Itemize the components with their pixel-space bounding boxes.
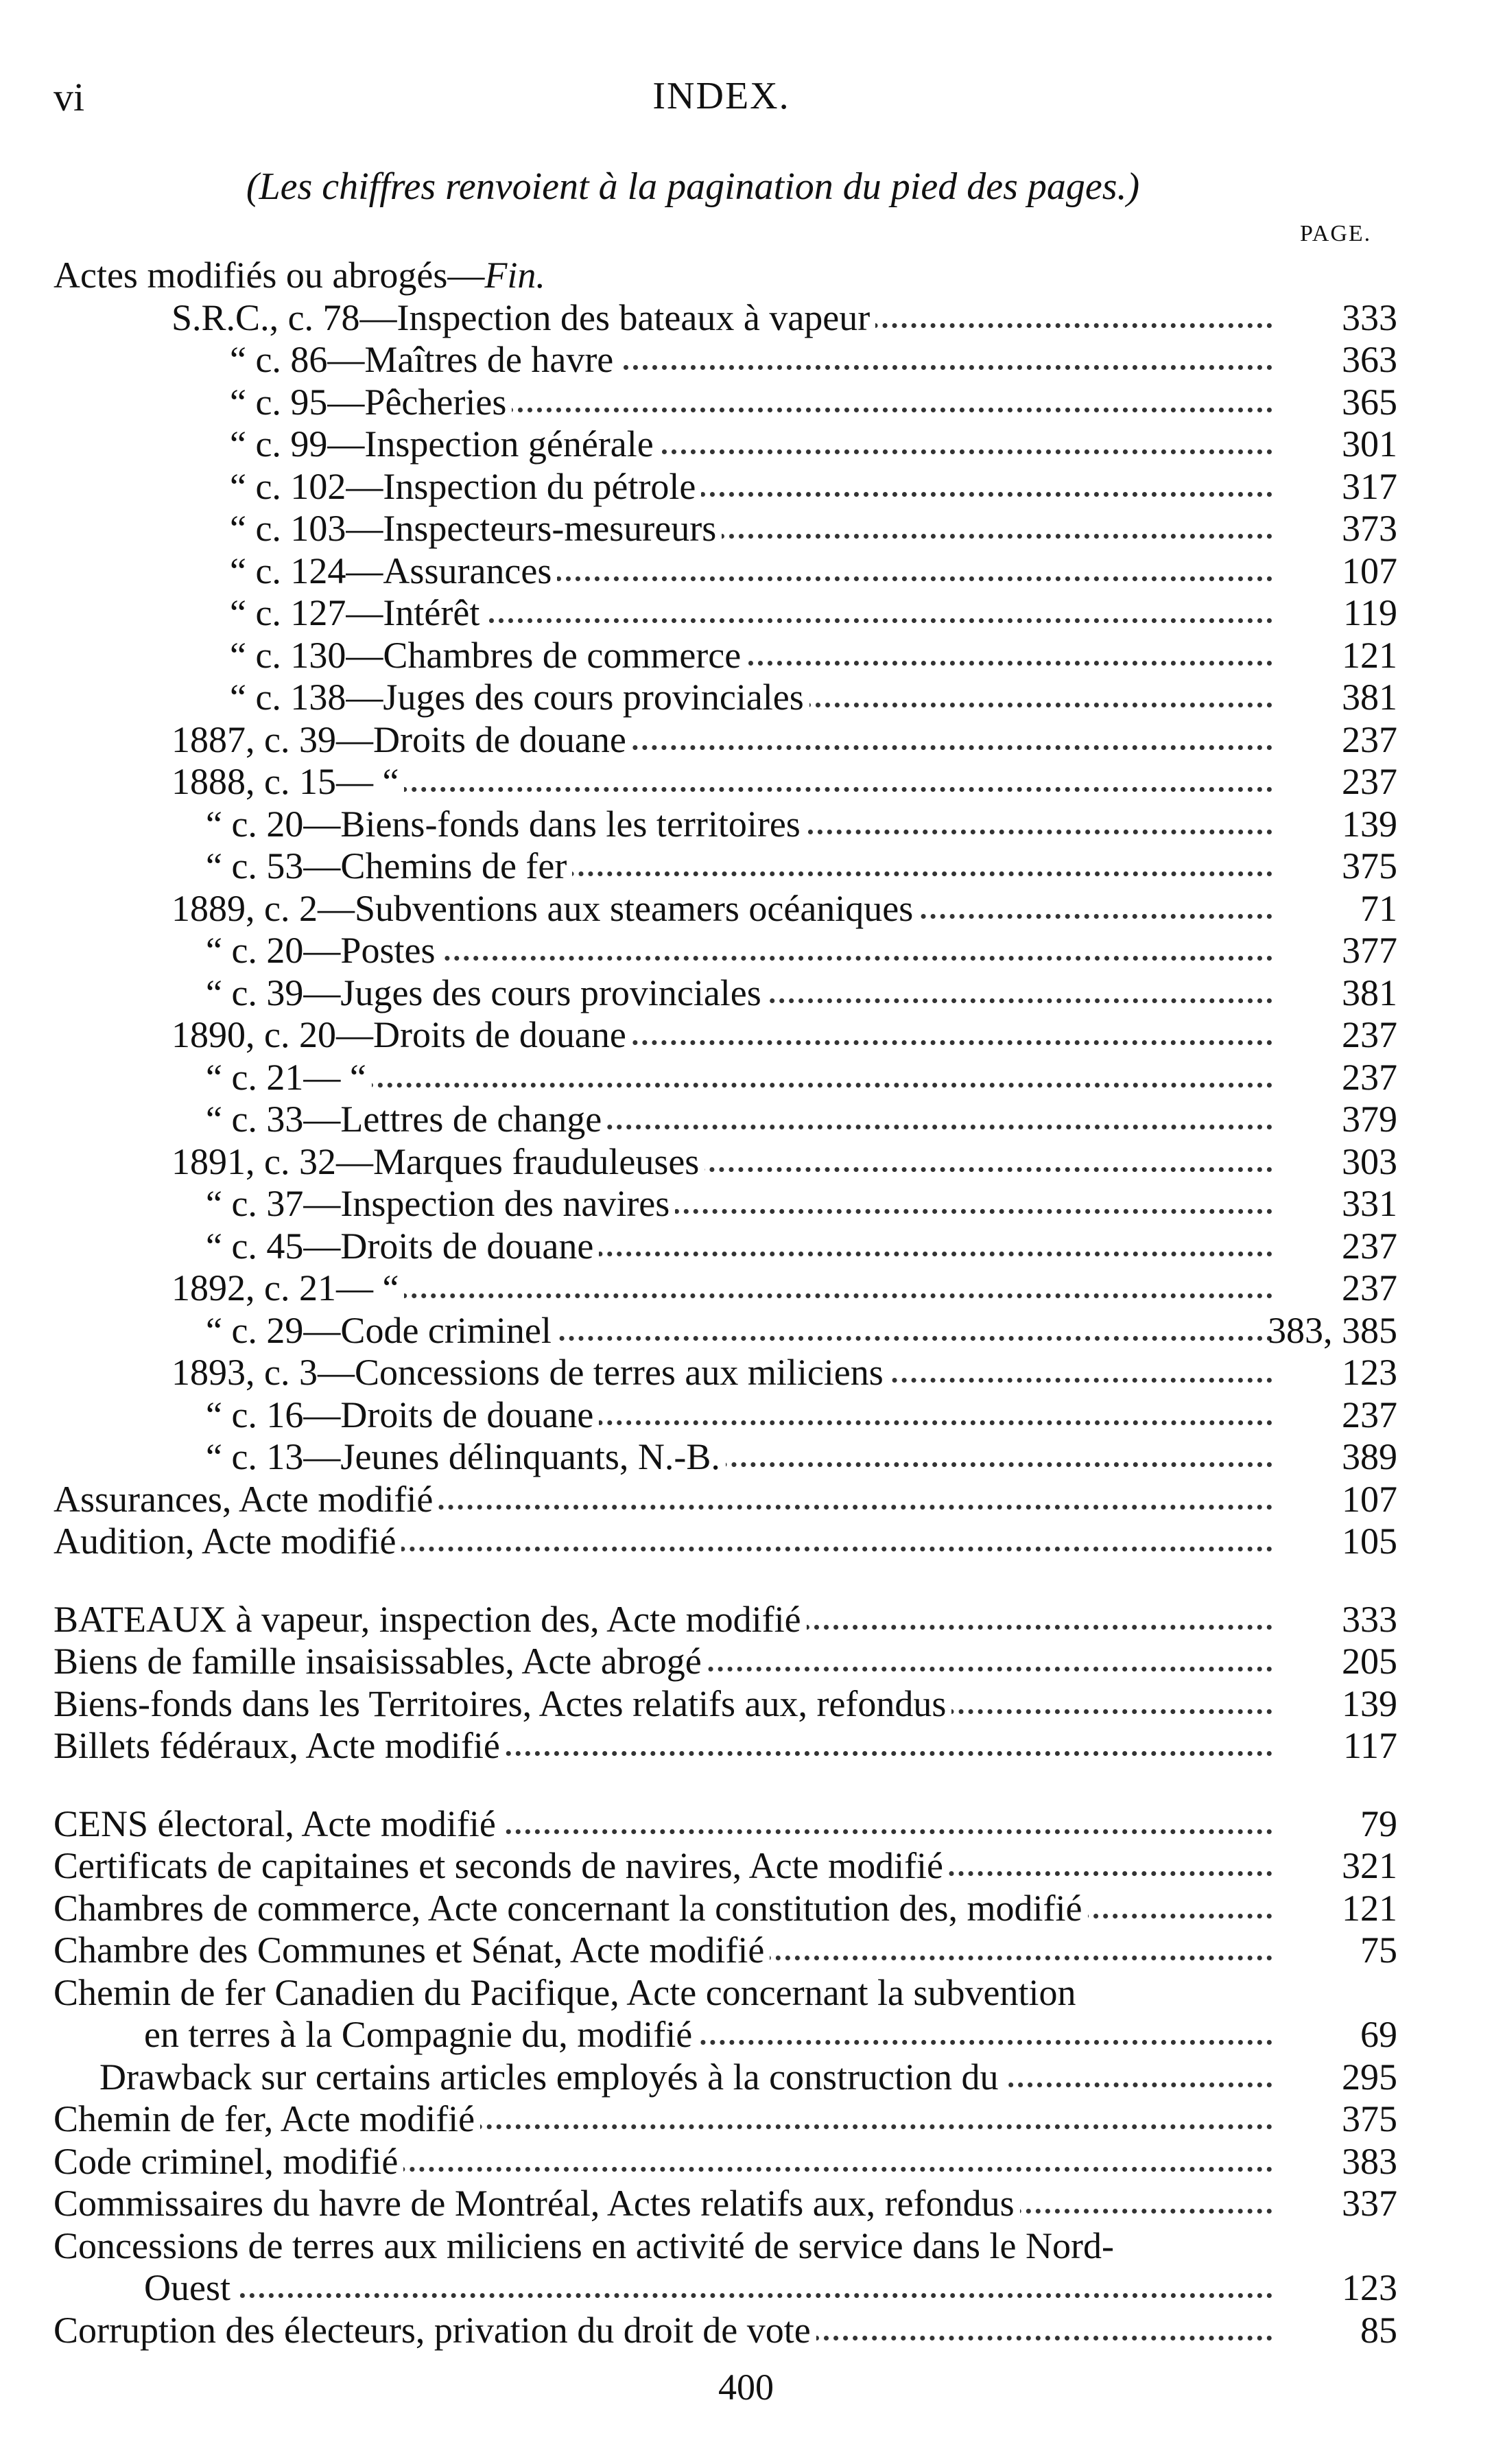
- entry-text: [206, 1182, 1272, 1225]
- entry-text: [230, 381, 1272, 423]
- entry-label: CENS électoral, Acte modifié: [54, 1803, 501, 1844]
- entry-page-number: 237: [1342, 1014, 1397, 1055]
- entry-label: “ c. 53—Chemins de fer: [206, 845, 572, 887]
- entry-page-number: 205: [1342, 1641, 1397, 1682]
- entry-text: [54, 1887, 1272, 1929]
- entry-label: S.R.C., c. 78—Inspection des bateaux à vapeur: [171, 297, 875, 338]
- entry-label: Concessions de terres aux miliciens en activité de service dans le Nord-: [54, 2225, 1120, 2266]
- entry-label: “ c. 21— “: [206, 1057, 372, 1098]
- index-entry: [0, 803, 1492, 845]
- entry-text: [144, 2266, 1272, 2309]
- entry-text: [171, 760, 1272, 803]
- entry-text: [171, 1013, 1272, 1056]
- index-entry: [0, 1056, 1492, 1099]
- entry-page-number: 379: [1342, 1099, 1397, 1140]
- index-entry: [0, 550, 1492, 592]
- entry-page-number: 331: [1342, 1183, 1397, 1224]
- index-entry: [0, 2140, 1492, 2183]
- index-entry: [0, 381, 1492, 423]
- index-entry: [0, 1724, 1492, 1767]
- index-entry: [0, 1478, 1492, 1521]
- entry-label: “ c. 20—Biens-fonds dans les territoires: [206, 803, 806, 845]
- index-entry: [0, 1844, 1492, 1887]
- roman-page-number: vi: [54, 75, 85, 119]
- entry-page-number: 107: [1342, 550, 1397, 591]
- entry-page-number: 301: [1342, 423, 1397, 465]
- entry-label: “ c. 37—Inspection des navires: [206, 1183, 675, 1224]
- entry-text: [54, 1478, 1272, 1521]
- entry-text: [230, 550, 1272, 592]
- entry-label: Chambre des Communes et Sénat, Acte modifié: [54, 1929, 770, 1971]
- entry-text: [230, 591, 1272, 634]
- entry-page-number: 107: [1342, 1479, 1397, 1520]
- entry-label: Actes modifiés ou abrogés—Fin.: [54, 255, 551, 296]
- entry-page-number: 117: [1343, 1725, 1397, 1766]
- entry-text: [206, 1435, 1272, 1478]
- index-entry: [0, 929, 1492, 972]
- entry-text: [171, 887, 1272, 930]
- index-entry: [0, 845, 1492, 887]
- entry-text: [171, 1140, 1272, 1183]
- entry-text: [206, 929, 1272, 972]
- entry-text: [230, 634, 1272, 677]
- entry-label: Audition, Acte modifié: [54, 1521, 401, 1562]
- entry-page-number: 119: [1343, 592, 1397, 633]
- entry-page-number: 79: [1360, 1803, 1397, 1844]
- entry-page-number: 237: [1342, 719, 1397, 760]
- index-entry: [0, 887, 1492, 930]
- entry-text: [230, 338, 1272, 381]
- entry-text: [206, 972, 1272, 1014]
- entry-page-number: 375: [1342, 2098, 1397, 2139]
- index-entry: [0, 1225, 1492, 1267]
- entry-page-number: 71: [1360, 888, 1397, 929]
- entry-label: Corruption des électeurs, privation du droit de vote: [54, 2310, 816, 2351]
- page-header: [54, 74, 1389, 122]
- entry-page-number: 375: [1342, 845, 1397, 887]
- index-entry: [0, 1267, 1492, 1309]
- entry-label: Commissaires du havre de Montréal, Actes relatifs aux, refondus: [54, 2183, 1020, 2224]
- index-entry: [0, 760, 1492, 803]
- entry-label: Chemin de fer Canadien du Pacifique, Acte concernant la subvention: [54, 1972, 1082, 2013]
- entry-text: [54, 1682, 1272, 1725]
- entry-text: [206, 1394, 1272, 1436]
- index-entry: [0, 1098, 1492, 1140]
- entry-text: [54, 2225, 1272, 2267]
- entry-text: [54, 2309, 1272, 2351]
- index-entry: [0, 1182, 1492, 1225]
- entry-text: [54, 1640, 1272, 1682]
- entry-page-number: 333: [1342, 297, 1397, 338]
- entry-page-number: 365: [1342, 382, 1397, 423]
- entry-page-number: 295: [1342, 2056, 1397, 2098]
- index-entry: [0, 1435, 1492, 1478]
- entry-page-number: 121: [1342, 1888, 1397, 1929]
- entry-text: [54, 2182, 1272, 2225]
- index-entry: [0, 2225, 1492, 2267]
- entry-text: [54, 1844, 1272, 1887]
- index-entry: [0, 718, 1492, 761]
- entry-page-number: 381: [1342, 677, 1397, 718]
- entry-label: “ c. 86—Maîtres de havre: [230, 339, 619, 380]
- entry-label: BATEAUX à vapeur, inspection des, Acte modifié: [54, 1599, 807, 1640]
- entry-page-number: 383, 385: [1268, 1310, 1397, 1351]
- entry-text: [171, 1267, 1272, 1309]
- entry-text: [54, 2140, 1272, 2183]
- entry-label: 1890, c. 20—Droits de douane: [171, 1014, 632, 1055]
- entry-page-number: 321: [1342, 1845, 1397, 1886]
- entry-text: [54, 1724, 1272, 1767]
- entry-text: [144, 2013, 1272, 2056]
- entry-page-number: 237: [1342, 1267, 1397, 1309]
- entry-label: 1888, c. 15— “: [171, 761, 404, 802]
- index-entry: [0, 1140, 1492, 1183]
- index-entry: [0, 2013, 1492, 2056]
- entry-text: [206, 845, 1272, 887]
- entry-text: [206, 1098, 1272, 1140]
- index-entry: [0, 2098, 1492, 2140]
- entry-page-number: 337: [1342, 2183, 1397, 2224]
- entry-label: “ c. 20—Postes: [206, 930, 440, 971]
- index-entry: [0, 1887, 1492, 1929]
- entry-label: Billets fédéraux, Acte modifié: [54, 1725, 506, 1766]
- entry-page-number: 121: [1342, 635, 1397, 676]
- entry-label: Biens-fonds dans les Territoires, Actes relatifs aux, refondus: [54, 1683, 951, 1724]
- entry-label: “ c. 102—Inspection du pétrole: [230, 466, 701, 507]
- entry-label: Certificats de capitaines et seconds de navires, Acte modifié: [54, 1845, 949, 1886]
- index-entry: [0, 507, 1492, 550]
- entry-text: [230, 676, 1272, 718]
- entry-page-number: 237: [1342, 1394, 1397, 1435]
- entry-page-number: 123: [1342, 1352, 1397, 1393]
- entry-label: “ c. 138—Juges des cours provinciales: [230, 677, 809, 718]
- index-entry: [0, 1640, 1492, 1682]
- entry-label: 1892, c. 21— “: [171, 1267, 404, 1309]
- index-entry: [0, 2266, 1492, 2309]
- entry-label: “ c. 130—Chambres de commerce: [230, 635, 746, 676]
- index-entry: [0, 1929, 1492, 1971]
- entry-label: “ c. 33—Lettres de change: [206, 1099, 607, 1140]
- entry-label: “ c. 29—Code criminel: [206, 1310, 557, 1351]
- entry-label: “ c. 13—Jeunes délinquants, N.-B.: [206, 1436, 726, 1477]
- index-entry: [0, 1803, 1492, 1845]
- entry-page-number: 75: [1360, 1929, 1397, 1971]
- entry-text: [54, 1971, 1272, 2014]
- entry-label: 1887, c. 39—Droits de douane: [171, 719, 632, 760]
- index-entry: [0, 1598, 1492, 1641]
- dot-leader: [144, 2293, 1272, 2298]
- page-column-label: PAGE.: [1300, 221, 1372, 246]
- entry-label: Biens de famille insaisissables, Acte abrogé: [54, 1641, 707, 1682]
- entry-text: [206, 803, 1272, 845]
- index-entry: [0, 254, 1492, 296]
- index-entry: [0, 423, 1492, 465]
- entry-text: [54, 1929, 1272, 1971]
- entry-page-number: 237: [1342, 1057, 1397, 1098]
- entry-page-number: 139: [1342, 1683, 1397, 1724]
- entry-suffix: Fin.: [484, 255, 545, 296]
- entry-label: Chemin de fer, Acte modifié: [54, 2098, 480, 2139]
- entry-text: [171, 718, 1272, 761]
- entry-label: 1891, c. 32—Marques frauduleuses: [171, 1141, 704, 1182]
- index-entry: [0, 1013, 1492, 1056]
- entry-label: “ c. 45—Droits de douane: [206, 1225, 599, 1267]
- index-entry: [0, 634, 1492, 677]
- entry-page-number: 333: [1342, 1599, 1397, 1640]
- entry-text: [54, 1520, 1272, 1562]
- entry-label: 1893, c. 3—Concessions de terres aux miliciens: [171, 1352, 889, 1393]
- index-entry: [0, 1971, 1492, 2014]
- entry-label: “ c. 99—Inspection générale: [230, 423, 659, 465]
- entry-page-number: 303: [1342, 1141, 1397, 1182]
- entry-label: Assurances, Acte modifié: [54, 1479, 438, 1520]
- entry-text: [206, 1056, 1272, 1099]
- entry-label: Chambres de commerce, Acte concernant la constitution des, modifié: [54, 1888, 1088, 1929]
- entry-label: “ c. 39—Juges des cours provinciales: [206, 972, 767, 1013]
- index-entry: [0, 2182, 1492, 2225]
- page-title: INDEX.: [652, 75, 790, 117]
- entry-text: [230, 465, 1272, 508]
- entry-page-number: 237: [1342, 761, 1397, 802]
- entry-page-number: 317: [1342, 466, 1397, 507]
- entry-page-number: 139: [1342, 803, 1397, 845]
- entry-text: [54, 254, 1272, 296]
- index-entry: [0, 338, 1492, 381]
- index-entry: [0, 2056, 1492, 2098]
- index-entry: [0, 1682, 1492, 1725]
- entry-page-number: 389: [1342, 1436, 1397, 1477]
- entry-page-number: 123: [1342, 2267, 1397, 2308]
- entry-page-number: 85: [1360, 2310, 1397, 2351]
- index-entry: [0, 972, 1492, 1014]
- entry-text: [230, 507, 1272, 550]
- entry-text: [54, 1598, 1272, 1641]
- entry-text: [171, 1351, 1272, 1394]
- index-entry: [0, 676, 1492, 718]
- entry-page-number: 69: [1360, 2014, 1397, 2055]
- entry-label: Code criminel, modifié: [54, 2141, 403, 2182]
- entry-label: “ c. 16—Droits de douane: [206, 1394, 599, 1435]
- entry-page-number: 383: [1342, 2141, 1397, 2182]
- entry-label: Drawback sur certains articles employés à la construction du: [99, 2056, 1004, 2098]
- entry-page-number: 373: [1342, 508, 1397, 549]
- entry-label: Ouest: [144, 2267, 236, 2308]
- entry-text: [54, 1803, 1272, 1845]
- entry-label: “ c. 95—Pêcheries: [230, 382, 512, 423]
- entry-text: [206, 1225, 1272, 1267]
- entry-page-number: 377: [1342, 930, 1397, 971]
- index-entry: [0, 1351, 1492, 1394]
- entry-text: [206, 1309, 1272, 1352]
- entry-text: [171, 296, 1272, 339]
- entry-label: 1889, c. 2—Subventions aux steamers océaniques: [171, 888, 919, 929]
- index-entry: [0, 1520, 1492, 1562]
- entry-text: [99, 2056, 1272, 2098]
- entry-page-number: 363: [1342, 339, 1397, 380]
- entry-label: “ c. 127—Intérêt: [230, 592, 485, 633]
- page-number: 400: [718, 2367, 774, 2408]
- entry-page-number: 105: [1342, 1521, 1397, 1562]
- index-entry: [0, 591, 1492, 634]
- entry-label: “ c. 103—Inspecteurs-mesureurs: [230, 508, 722, 549]
- entry-label: en terres à la Compagnie du, modifié: [144, 2014, 698, 2055]
- index-entry: [0, 1394, 1492, 1436]
- entry-label: “ c. 124—Assurances: [230, 550, 557, 591]
- index-entry: [0, 2309, 1492, 2351]
- index-entry: [0, 465, 1492, 508]
- index-entry: [0, 296, 1492, 339]
- pagination-note: (Les chiffres renvoient à la pagination du pied des pages.): [246, 165, 1140, 208]
- entry-page-number: 381: [1342, 972, 1397, 1013]
- entry-page-number: 237: [1342, 1225, 1397, 1267]
- entry-text: [230, 423, 1272, 465]
- index-entry: [0, 1309, 1492, 1352]
- entry-text: [54, 2098, 1272, 2140]
